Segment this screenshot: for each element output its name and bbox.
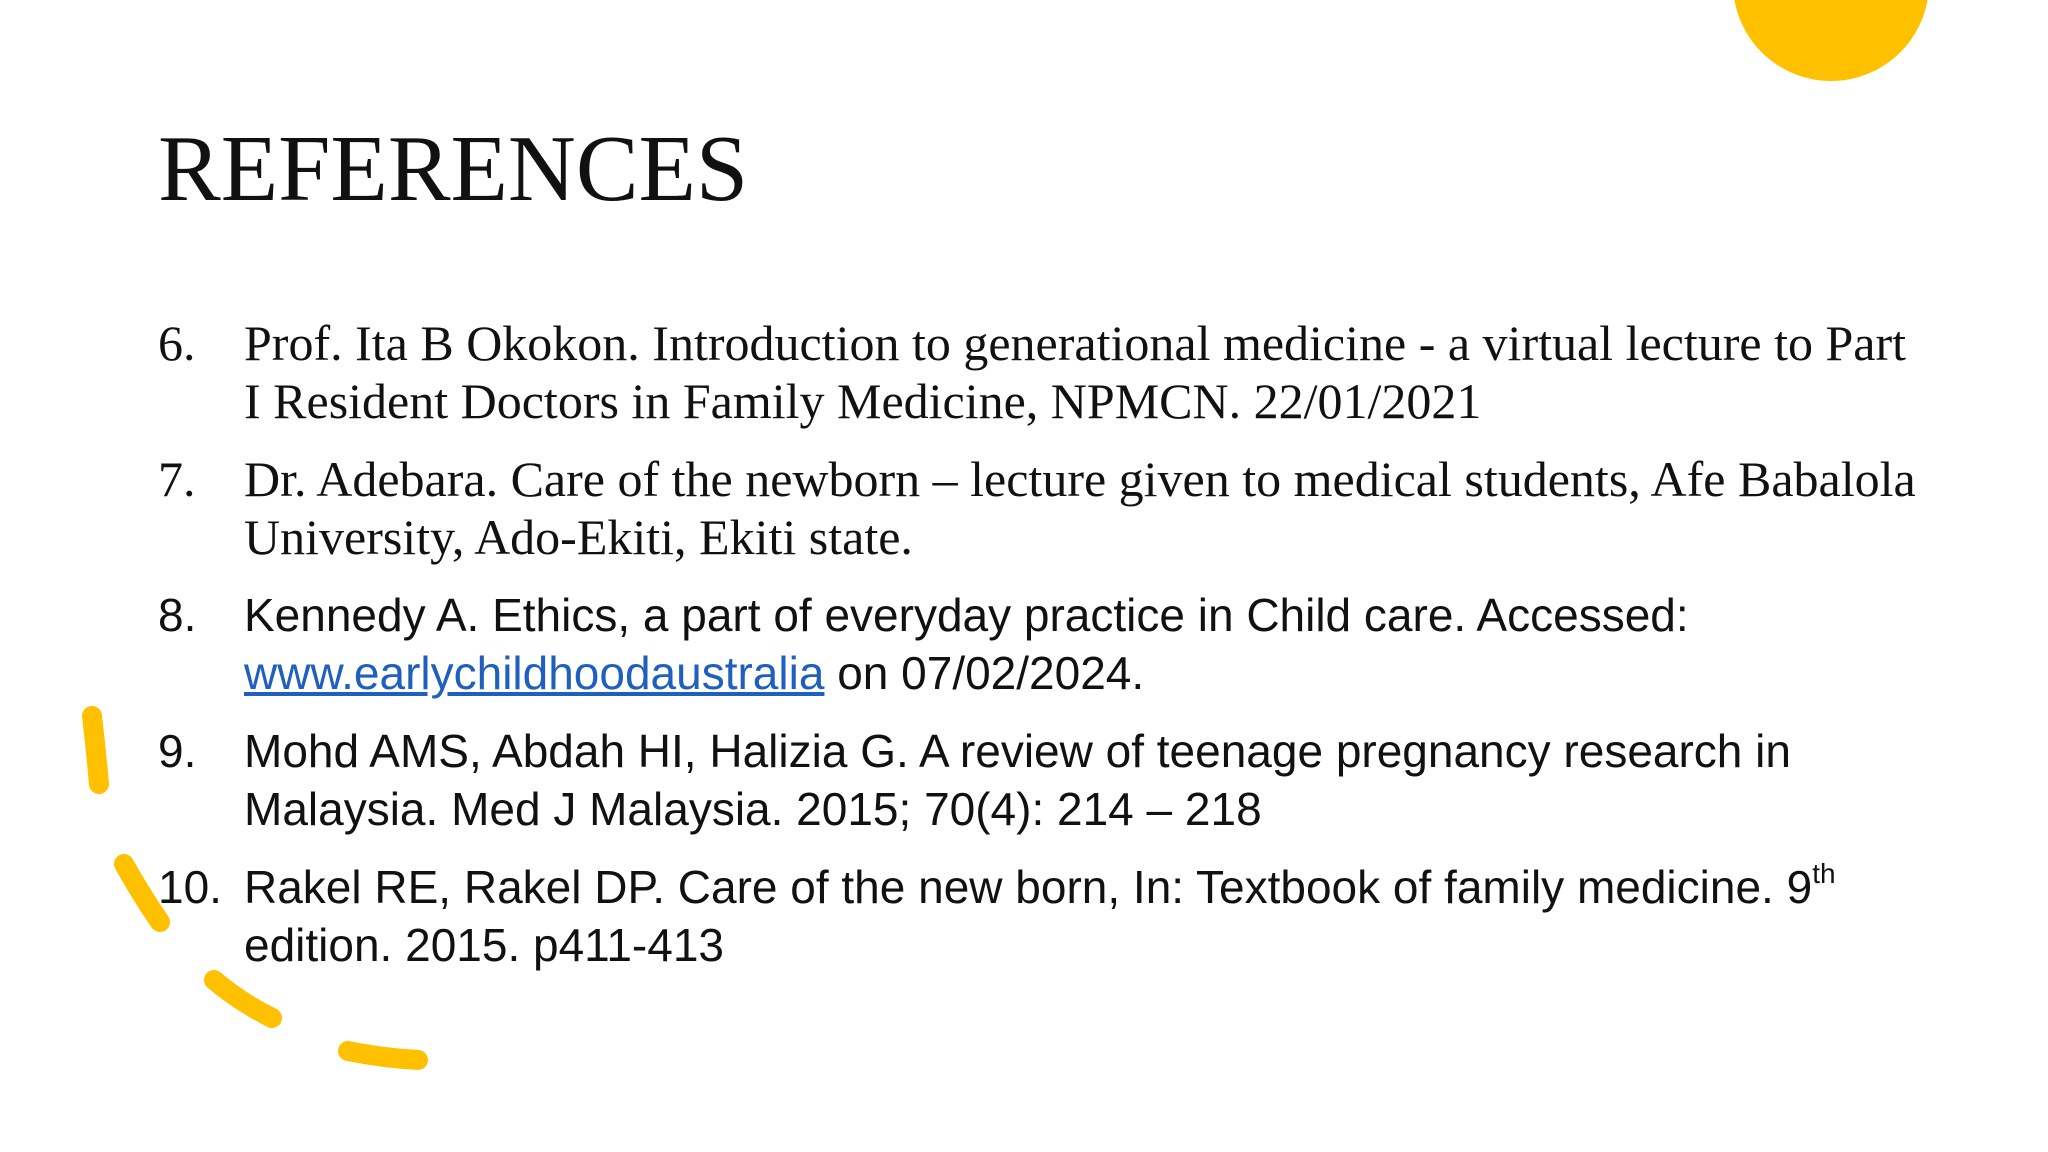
dash-4 — [348, 1051, 418, 1060]
decorative-circle — [1733, 0, 1929, 81]
reference-text: Dr. Adebara. Care of the newborn – lecture given to medical students, Afe Babalola University, Ado-Ekiti, Ekiti state. — [244, 451, 1916, 565]
dash-1 — [92, 716, 99, 784]
reference-text: Mohd AMS, Abdah HI, Halizia G. A review of teenage pregnancy research in Malaysia. Med J Malaysia. 2015; 70(4): 214 – 218 — [244, 725, 1791, 835]
reference-item-6 — [158, 314, 1918, 430]
reference-item-9 — [158, 722, 1918, 838]
reference-number: 6. — [158, 315, 196, 371]
reference-number: 7. — [158, 451, 196, 507]
reference-item-8 — [158, 586, 1918, 702]
dash-2 — [124, 864, 160, 922]
reference-number: 8. — [158, 589, 197, 641]
reference-text-after: on 07/02/2024. — [824, 647, 1145, 699]
reference-text: Kennedy A. Ethics, a part of everyday practice in Child care. Accessed: — [244, 589, 1689, 641]
reference-link[interactable]: www.earlychildhoodaustralia — [244, 647, 825, 699]
page-title: REFERENCES — [158, 117, 749, 221]
reference-text: Prof. Ita B Okokon. Introduction to generational medicine - a virtual lecture to Part I Resident Doctors in Family Medicine, NPMCN. 22/01/2021 — [244, 315, 1907, 429]
reference-item-7 — [158, 450, 1918, 566]
reference-list — [158, 314, 1918, 994]
reference-number: 9. — [158, 725, 197, 777]
reference-item-10 — [158, 858, 1918, 974]
reference-superscript: th — [1812, 858, 1836, 889]
reference-text: Rakel RE, Rakel DP. Care of the new born, In: Textbook of family medicine. 9 — [244, 861, 1813, 913]
reference-text-after: edition. 2015. p411-413 — [244, 919, 724, 971]
reference-number: 10. — [158, 861, 222, 913]
